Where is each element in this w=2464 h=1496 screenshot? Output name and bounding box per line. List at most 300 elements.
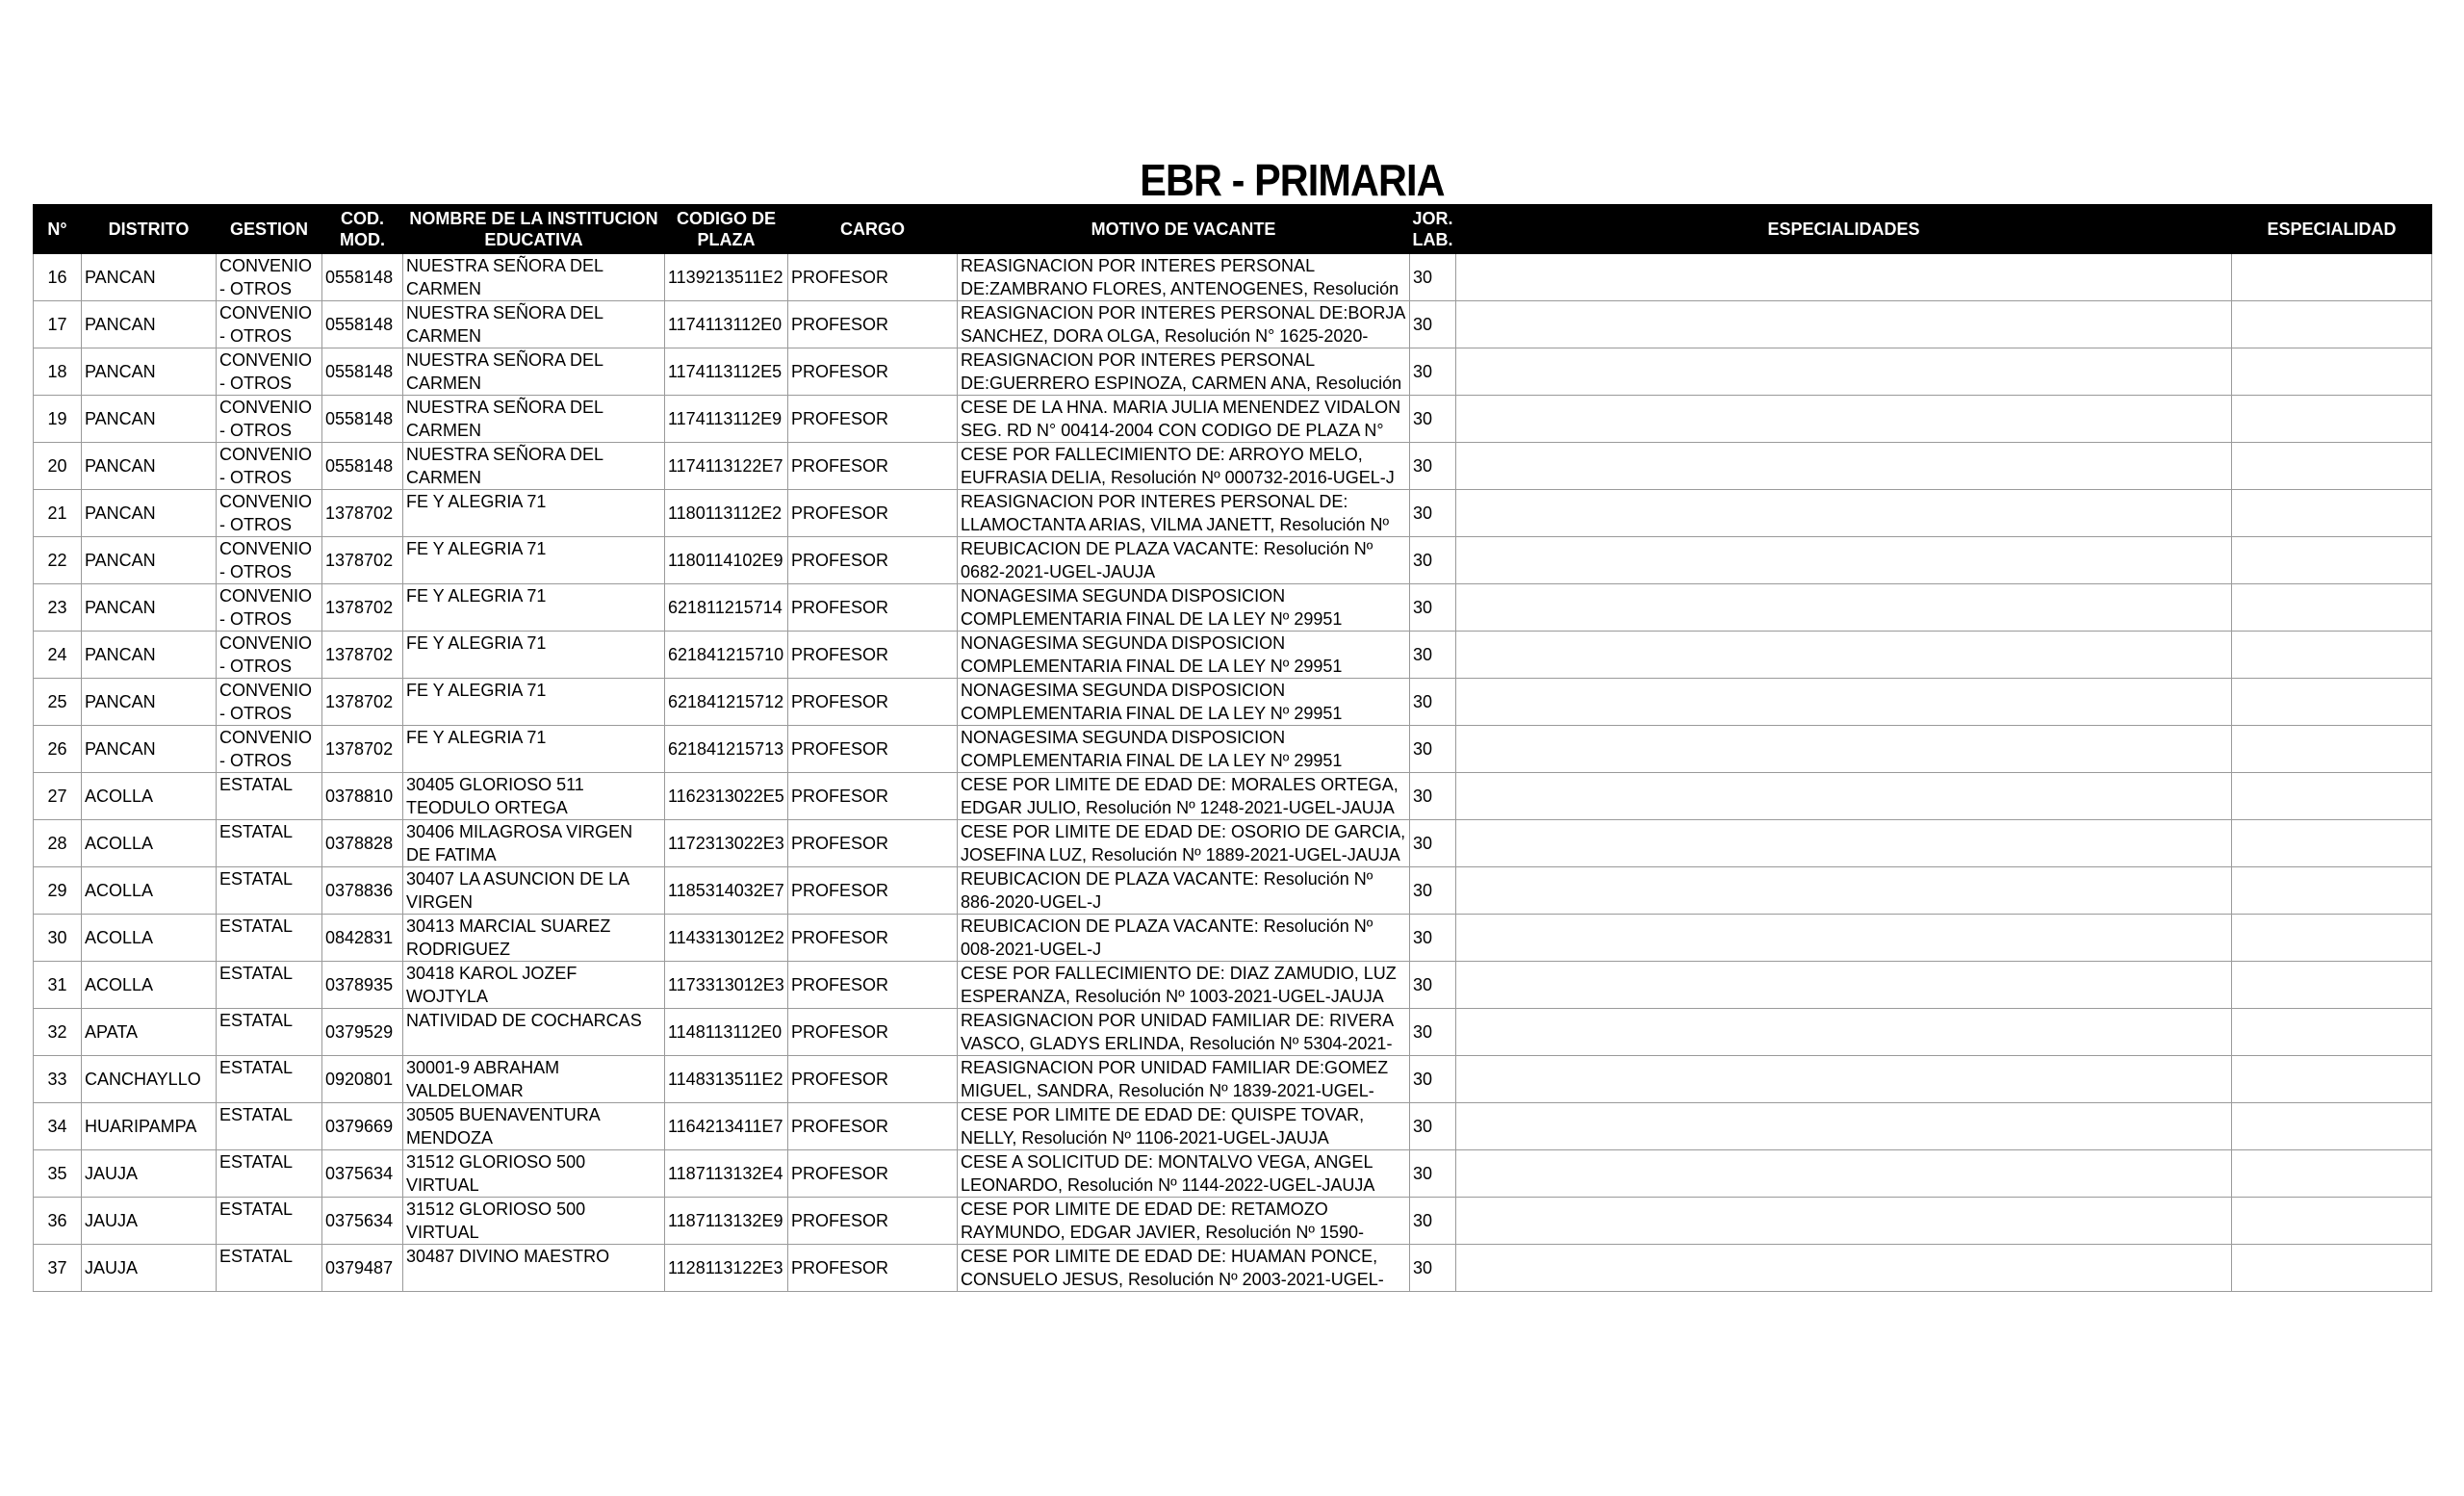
row-number: 36	[34, 1198, 82, 1245]
especialidades-cell	[1456, 773, 2232, 820]
distrito-cell: ACOLLA	[82, 820, 217, 867]
table-row	[34, 396, 2432, 443]
especialidad-cell	[2232, 1150, 2432, 1198]
motivo-cell-text: REASIGNACION POR INTERES PERSONAL DE:BORJA SANCHEZ, DORA OLGA, Resolución N° 1625-2020-	[961, 303, 1405, 346]
cod-mod-cell: 0558148	[322, 443, 403, 490]
codigo-plaza-cell: 1148313511E2	[665, 1056, 788, 1103]
especialidades-cell	[1456, 584, 2232, 632]
row-number: 18	[34, 348, 82, 396]
gestion-cell-text: CONVENIO - OTROS	[219, 350, 313, 393]
motivo-cell-text: REUBICACION DE PLAZA VACANTE: Resolución Nº 0682-2021-UGEL-JAUJA	[961, 539, 1373, 581]
distrito-cell: PANCAN	[82, 443, 217, 490]
motivo-cell-text: NONAGESIMA SEGUNDA DISPOSICION COMPLEMENTARIA FINAL DE LA LEY Nº 29951	[961, 681, 1343, 723]
motivo-cell	[958, 726, 1410, 773]
jornada-cell: 30	[1410, 679, 1456, 726]
especialidad-cell	[2232, 1245, 2432, 1292]
institucion-cell-text: FE Y ALEGRIA 71	[406, 728, 547, 747]
motivo-cell	[958, 1056, 1410, 1103]
codigo-plaza-cell: 1174113112E0	[665, 301, 788, 348]
gestion-cell	[217, 962, 322, 1009]
cargo-cell: PROFESOR	[788, 915, 958, 962]
gestion-cell	[217, 915, 322, 962]
especialidad-cell	[2232, 537, 2432, 584]
motivo-cell-text: CESE A SOLICITUD DE: MONTALVO VEGA, ANGEL LEONARDO, Resolución Nº 1144-2022-UGEL-JAUJA	[961, 1152, 1375, 1195]
distrito-cell: JAUJA	[82, 1245, 217, 1292]
motivo-cell	[958, 773, 1410, 820]
motivo-cell	[958, 679, 1410, 726]
especialidades-cell	[1456, 396, 2232, 443]
gestion-cell	[217, 726, 322, 773]
header-especialidades: ESPECIALIDADES	[1456, 205, 2232, 254]
table-header-row	[34, 205, 2432, 254]
codigo-plaza-cell: 1174113112E5	[665, 348, 788, 396]
especialidad-cell	[2232, 1103, 2432, 1150]
codigo-plaza-cell: 1148113112E0	[665, 1009, 788, 1056]
cod-mod-cell: 1378702	[322, 726, 403, 773]
institucion-cell-text: FE Y ALEGRIA 71	[406, 539, 547, 558]
especialidades-cell	[1456, 1009, 2232, 1056]
institucion-cell-text: 30487 DIVINO MAESTRO	[406, 1247, 610, 1266]
jornada-cell: 30	[1410, 1198, 1456, 1245]
especialidades-cell	[1456, 1150, 2232, 1198]
header-distrito: DISTRITO	[82, 205, 217, 254]
gestion-cell	[217, 1009, 322, 1056]
cod-mod-cell: 1378702	[322, 490, 403, 537]
motivo-cell	[958, 915, 1410, 962]
row-number: 35	[34, 1150, 82, 1198]
jornada-cell: 30	[1410, 1056, 1456, 1103]
motivo-cell-text: NONAGESIMA SEGUNDA DISPOSICION COMPLEMENTARIA FINAL DE LA LEY Nº 29951	[961, 586, 1343, 629]
jornada-cell: 30	[1410, 632, 1456, 679]
especialidad-cell	[2232, 348, 2432, 396]
motivo-cell-text: CESE POR LIMITE DE EDAD DE: HUAMAN PONCE, CONSUELO JESUS, Resolución Nº 2003-2021-UGEL-	[961, 1247, 1384, 1289]
codigo-plaza-cell: 1128113122E3	[665, 1245, 788, 1292]
cargo-cell: PROFESOR	[788, 962, 958, 1009]
especialidades-cell	[1456, 679, 2232, 726]
especialidades-cell	[1456, 915, 2232, 962]
institucion-cell-text: NUESTRA SEÑORA DEL CARMEN	[406, 445, 603, 487]
gestion-cell-text: CONVENIO - OTROS	[219, 539, 313, 581]
motivo-cell-text: CESE POR FALLECIMIENTO DE: DIAZ ZAMUDIO, LUZ ESPERANZA, Resolución Nº 1003-2021-UGEL-JAUJA	[961, 964, 1397, 1006]
jornada-cell: 30	[1410, 443, 1456, 490]
gestion-cell-text: ESTATAL	[219, 869, 294, 889]
gestion-cell	[217, 537, 322, 584]
jornada-cell: 30	[1410, 348, 1456, 396]
cod-mod-cell: 0378810	[322, 773, 403, 820]
gestion-cell	[217, 396, 322, 443]
gestion-cell	[217, 584, 322, 632]
gestion-cell	[217, 490, 322, 537]
codigo-plaza-cell: 621841215710	[665, 632, 788, 679]
jornada-cell: 30	[1410, 962, 1456, 1009]
codigo-plaza-cell: 1187113132E4	[665, 1150, 788, 1198]
institucion-cell-text: 30418 KAROL JOZEF WOJTYLA	[406, 964, 578, 1006]
distrito-cell: PANCAN	[82, 396, 217, 443]
table-row	[34, 490, 2432, 537]
cod-mod-cell: 0379487	[322, 1245, 403, 1292]
distrito-cell: PANCAN	[82, 584, 217, 632]
especialidad-cell	[2232, 1009, 2432, 1056]
jornada-cell: 30	[1410, 867, 1456, 915]
cod-mod-cell: 1378702	[322, 679, 403, 726]
codigo-plaza-cell: 1143313012E2	[665, 915, 788, 962]
institucion-cell-text: FE Y ALEGRIA 71	[406, 681, 547, 700]
codigo-plaza-cell: 1180113112E2	[665, 490, 788, 537]
motivo-cell	[958, 443, 1410, 490]
especialidades-cell	[1456, 867, 2232, 915]
table-row	[34, 1198, 2432, 1245]
codigo-plaza-cell: 621811215714	[665, 584, 788, 632]
table-row	[34, 254, 2432, 301]
gestion-cell-text: CONVENIO - OTROS	[219, 398, 313, 440]
row-number: 37	[34, 1245, 82, 1292]
codigo-plaza-cell: 1187113132E9	[665, 1198, 788, 1245]
row-number: 17	[34, 301, 82, 348]
gestion-cell-text: CONVENIO - OTROS	[219, 633, 313, 676]
motivo-cell	[958, 537, 1410, 584]
table-row	[34, 1150, 2432, 1198]
motivo-cell-text: CESE POR LIMITE DE EDAD DE: OSORIO DE GARCIA, JOSEFINA LUZ, Resolución Nº 1889-2021-UGEL-JAUJA	[961, 822, 1406, 864]
table-row	[34, 820, 2432, 867]
institucion-cell	[403, 301, 665, 348]
institucion-cell-text: FE Y ALEGRIA 71	[406, 586, 547, 606]
institucion-cell	[403, 726, 665, 773]
institucion-cell-text: NUESTRA SEÑORA DEL CARMEN	[406, 350, 603, 393]
header-cod-mod: COD. MOD.	[322, 205, 403, 254]
row-number: 23	[34, 584, 82, 632]
row-number: 25	[34, 679, 82, 726]
gestion-cell-text: CONVENIO - OTROS	[219, 681, 313, 723]
distrito-cell: APATA	[82, 1009, 217, 1056]
especialidades-cell	[1456, 490, 2232, 537]
header-gestion: GESTION	[217, 205, 322, 254]
gestion-cell-text: ESTATAL	[219, 775, 294, 794]
gestion-cell	[217, 1245, 322, 1292]
institucion-cell	[403, 867, 665, 915]
gestion-cell	[217, 867, 322, 915]
especialidades-cell	[1456, 726, 2232, 773]
institucion-cell	[403, 773, 665, 820]
gestion-cell-text: ESTATAL	[219, 1011, 294, 1030]
institucion-cell-text: 30413 MARCIAL SUAREZ RODRIGUEZ	[406, 916, 611, 959]
distrito-cell: JAUJA	[82, 1198, 217, 1245]
institucion-cell-text: 30407 LA ASUNCION DE LA VIRGEN	[406, 869, 629, 912]
cargo-cell: PROFESOR	[788, 820, 958, 867]
codigo-plaza-cell: 1180114102E9	[665, 537, 788, 584]
motivo-cell	[958, 632, 1410, 679]
row-number: 16	[34, 254, 82, 301]
especialidad-cell	[2232, 962, 2432, 1009]
gestion-cell-text: ESTATAL	[219, 1105, 294, 1124]
gestion-cell	[217, 773, 322, 820]
distrito-cell: PANCAN	[82, 679, 217, 726]
distrito-cell: HUARIPAMPA	[82, 1103, 217, 1150]
codigo-plaza-cell: 621841215713	[665, 726, 788, 773]
gestion-cell-text: ESTATAL	[219, 822, 294, 841]
table-row	[34, 1245, 2432, 1292]
cargo-cell: PROFESOR	[788, 679, 958, 726]
especialidad-cell	[2232, 632, 2432, 679]
gestion-cell-text: CONVENIO - OTROS	[219, 492, 313, 534]
institucion-cell	[403, 1103, 665, 1150]
motivo-cell	[958, 584, 1410, 632]
gestion-cell-text: ESTATAL	[219, 916, 294, 936]
row-number: 20	[34, 443, 82, 490]
institucion-cell-text: FE Y ALEGRIA 71	[406, 633, 547, 653]
especialidad-cell	[2232, 1056, 2432, 1103]
cargo-cell: PROFESOR	[788, 443, 958, 490]
gestion-cell	[217, 632, 322, 679]
row-number: 31	[34, 962, 82, 1009]
document-title: EBR - PRIMARIA	[1140, 155, 1445, 205]
motivo-cell	[958, 1245, 1410, 1292]
especialidad-cell	[2232, 820, 2432, 867]
institucion-cell	[403, 915, 665, 962]
cod-mod-cell: 0379669	[322, 1103, 403, 1150]
distrito-cell: ACOLLA	[82, 962, 217, 1009]
cod-mod-cell: 0375634	[322, 1150, 403, 1198]
table-row	[34, 1056, 2432, 1103]
motivo-cell	[958, 867, 1410, 915]
distrito-cell: PANCAN	[82, 632, 217, 679]
motivo-cell	[958, 490, 1410, 537]
motivo-cell	[958, 962, 1410, 1009]
gestion-cell	[217, 820, 322, 867]
codigo-plaza-cell: 1174113122E7	[665, 443, 788, 490]
gestion-cell	[217, 679, 322, 726]
especialidad-cell	[2232, 679, 2432, 726]
header-motivo: MOTIVO DE VACANTE	[958, 205, 1410, 254]
especialidad-cell	[2232, 726, 2432, 773]
table-row	[34, 301, 2432, 348]
especialidades-cell	[1456, 1103, 2232, 1150]
institucion-cell	[403, 396, 665, 443]
row-number: 30	[34, 915, 82, 962]
cargo-cell: PROFESOR	[788, 254, 958, 301]
institucion-cell-text: 30405 GLORIOSO 511 TEODULO ORTEGA	[406, 775, 584, 817]
institucion-cell	[403, 962, 665, 1009]
institucion-cell-text: 31512 GLORIOSO 500 VIRTUAL	[406, 1152, 586, 1195]
motivo-cell-text: CESE POR LIMITE DE EDAD DE: MORALES ORTEGA, EDGAR JULIO, Resolución Nº 1248-2021-UGEL-JAUJA	[961, 775, 1399, 817]
motivo-cell	[958, 254, 1410, 301]
cargo-cell: PROFESOR	[788, 1245, 958, 1292]
cod-mod-cell: 0558148	[322, 348, 403, 396]
gestion-cell	[217, 254, 322, 301]
institucion-cell	[403, 1150, 665, 1198]
especialidades-cell	[1456, 443, 2232, 490]
institucion-cell	[403, 1198, 665, 1245]
distrito-cell: PANCAN	[82, 537, 217, 584]
table-row	[34, 443, 2432, 490]
codigo-plaza-cell: 1172313022E3	[665, 820, 788, 867]
especialidades-cell	[1456, 1198, 2232, 1245]
cod-mod-cell: 0558148	[322, 396, 403, 443]
gestion-cell	[217, 1056, 322, 1103]
institucion-cell-text: NUESTRA SEÑORA DEL CARMEN	[406, 303, 603, 346]
cargo-cell: PROFESOR	[788, 632, 958, 679]
institucion-cell-text: NATIVIDAD DE COCHARCAS	[406, 1011, 642, 1030]
table-row	[34, 1103, 2432, 1150]
cargo-cell: PROFESOR	[788, 396, 958, 443]
distrito-cell: PANCAN	[82, 301, 217, 348]
especialidades-cell	[1456, 254, 2232, 301]
cargo-cell: PROFESOR	[788, 537, 958, 584]
cod-mod-cell: 0920801	[322, 1056, 403, 1103]
gestion-cell-text: CONVENIO - OTROS	[219, 303, 313, 346]
distrito-cell: PANCAN	[82, 726, 217, 773]
table-row	[34, 584, 2432, 632]
motivo-cell	[958, 1198, 1410, 1245]
institucion-cell	[403, 443, 665, 490]
codigo-plaza-cell: 1162313022E5	[665, 773, 788, 820]
motivo-cell-text: NONAGESIMA SEGUNDA DISPOSICION COMPLEMENTARIA FINAL DE LA LEY Nº 29951	[961, 633, 1343, 676]
motivo-cell	[958, 301, 1410, 348]
jornada-cell: 30	[1410, 1150, 1456, 1198]
gestion-cell-text: ESTATAL	[219, 1247, 294, 1266]
jornada-cell: 30	[1410, 490, 1456, 537]
gestion-cell	[217, 1150, 322, 1198]
especialidades-cell	[1456, 537, 2232, 584]
especialidades-cell	[1456, 632, 2232, 679]
cargo-cell: PROFESOR	[788, 584, 958, 632]
distrito-cell: PANCAN	[82, 254, 217, 301]
jornada-cell: 30	[1410, 1103, 1456, 1150]
row-number: 29	[34, 867, 82, 915]
institucion-cell	[403, 632, 665, 679]
cargo-cell: PROFESOR	[788, 1056, 958, 1103]
row-number: 28	[34, 820, 82, 867]
institucion-cell-text: NUESTRA SEÑORA DEL CARMEN	[406, 398, 603, 440]
header-cargo: CARGO	[788, 205, 958, 254]
motivo-cell-text: CESE POR LIMITE DE EDAD DE: RETAMOZO RAYMUNDO, EDGAR JAVIER, Resolución Nº 1590-	[961, 1199, 1365, 1242]
cod-mod-cell: 0378836	[322, 867, 403, 915]
jornada-cell: 30	[1410, 537, 1456, 584]
gestion-cell-text: ESTATAL	[219, 1058, 294, 1077]
especialidades-cell	[1456, 1056, 2232, 1103]
motivo-cell	[958, 348, 1410, 396]
row-number: 27	[34, 773, 82, 820]
gestion-cell	[217, 1103, 322, 1150]
cargo-cell: PROFESOR	[788, 1198, 958, 1245]
distrito-cell: JAUJA	[82, 1150, 217, 1198]
especialidades-cell	[1456, 820, 2232, 867]
cod-mod-cell: 1378702	[322, 537, 403, 584]
row-number: 19	[34, 396, 82, 443]
motivo-cell-text: REUBICACION DE PLAZA VACANTE: Resolución Nº 008-2021-UGEL-J	[961, 916, 1373, 959]
header-jornada: JOR. LAB.	[1410, 205, 1456, 254]
cargo-cell: PROFESOR	[788, 490, 958, 537]
institucion-cell-text: 31512 GLORIOSO 500 VIRTUAL	[406, 1199, 586, 1242]
institucion-cell	[403, 1245, 665, 1292]
row-number: 21	[34, 490, 82, 537]
jornada-cell: 30	[1410, 1245, 1456, 1292]
table-row	[34, 348, 2432, 396]
cargo-cell: PROFESOR	[788, 773, 958, 820]
motivo-cell-text: REASIGNACION POR INTERES PERSONAL DE: LLAMOCTANTA ARIAS, VILMA JANETT, Resolución Nº	[961, 492, 1390, 534]
especialidad-cell	[2232, 915, 2432, 962]
jornada-cell: 30	[1410, 254, 1456, 301]
codigo-plaza-cell: 1139213511E2	[665, 254, 788, 301]
cod-mod-cell: 0379529	[322, 1009, 403, 1056]
institucion-cell-text: 30001-9 ABRAHAM VALDELOMAR	[406, 1058, 560, 1100]
row-number: 32	[34, 1009, 82, 1056]
institucion-cell	[403, 1009, 665, 1056]
jornada-cell: 30	[1410, 915, 1456, 962]
cargo-cell: PROFESOR	[788, 867, 958, 915]
especialidad-cell	[2232, 867, 2432, 915]
cargo-cell: PROFESOR	[788, 1009, 958, 1056]
distrito-cell: CANCHAYLLO	[82, 1056, 217, 1103]
distrito-cell: ACOLLA	[82, 773, 217, 820]
cod-mod-cell: 0378828	[322, 820, 403, 867]
row-number: 24	[34, 632, 82, 679]
especialidad-cell	[2232, 773, 2432, 820]
gestion-cell	[217, 301, 322, 348]
motivo-cell-text: CESE DE LA HNA. MARIA JULIA MENENDEZ VIDALON SEG. RD N° 00414-2004 CON CODIGO DE PLAZA N°	[961, 398, 1401, 440]
motivo-cell-text: REASIGNACION POR UNIDAD FAMILIAR DE:GOMEZ MIGUEL, SANDRA, Resolución Nº 1839-2021-UGEL-	[961, 1058, 1389, 1100]
table-row	[34, 915, 2432, 962]
table-row	[34, 679, 2432, 726]
motivo-cell-text: CESE POR LIMITE DE EDAD DE: QUISPE TOVAR, NELLY, Resolución Nº 1106-2021-UGEL-JAUJA	[961, 1105, 1365, 1148]
row-number: 33	[34, 1056, 82, 1103]
distrito-cell: ACOLLA	[82, 915, 217, 962]
cod-mod-cell: 1378702	[322, 632, 403, 679]
gestion-cell	[217, 443, 322, 490]
cod-mod-cell: 0378935	[322, 962, 403, 1009]
cargo-cell: PROFESOR	[788, 348, 958, 396]
jornada-cell: 30	[1410, 726, 1456, 773]
cargo-cell: PROFESOR	[788, 1150, 958, 1198]
codigo-plaza-cell: 1174113112E9	[665, 396, 788, 443]
codigo-plaza-cell: 621841215712	[665, 679, 788, 726]
jornada-cell: 30	[1410, 301, 1456, 348]
especialidad-cell	[2232, 396, 2432, 443]
especialidades-cell	[1456, 962, 2232, 1009]
jornada-cell: 30	[1410, 820, 1456, 867]
header-especialidad: ESPECIALIDAD	[2232, 205, 2432, 254]
jornada-cell: 30	[1410, 773, 1456, 820]
cod-mod-cell: 0558148	[322, 301, 403, 348]
cod-mod-cell: 0842831	[322, 915, 403, 962]
distrito-cell: PANCAN	[82, 348, 217, 396]
motivo-cell-text: NONAGESIMA SEGUNDA DISPOSICION COMPLEMENTARIA FINAL DE LA LEY Nº 29951	[961, 728, 1343, 770]
gestion-cell-text: CONVENIO - OTROS	[219, 586, 313, 629]
header-n: N°	[34, 205, 82, 254]
codigo-plaza-cell: 1173313012E3	[665, 962, 788, 1009]
jornada-cell: 30	[1410, 396, 1456, 443]
table-row	[34, 726, 2432, 773]
institucion-cell	[403, 348, 665, 396]
gestion-cell	[217, 348, 322, 396]
table-row	[34, 537, 2432, 584]
cod-mod-cell: 0558148	[322, 254, 403, 301]
motivo-cell-text: REASIGNACION POR INTERES PERSONAL DE:ZAMBRANO FLORES, ANTENOGENES, Resolución	[961, 256, 1399, 298]
institucion-cell	[403, 584, 665, 632]
institucion-cell	[403, 1056, 665, 1103]
institucion-cell-text: FE Y ALEGRIA 71	[406, 492, 547, 511]
institucion-cell-text: 30406 MILAGROSA VIRGEN DE FATIMA	[406, 822, 633, 864]
row-number: 22	[34, 537, 82, 584]
motivo-cell-text: REASIGNACION POR INTERES PERSONAL DE:GUERRERO ESPINOZA, CARMEN ANA, Resolución	[961, 350, 1402, 393]
table-row	[34, 632, 2432, 679]
motivo-cell-text: CESE POR FALLECIMIENTO DE: ARROYO MELO, EUFRASIA DELIA, Resolución Nº 000732-2016-UGEL-J	[961, 445, 1395, 487]
row-number: 34	[34, 1103, 82, 1150]
motivo-cell	[958, 1150, 1410, 1198]
table-row	[34, 773, 2432, 820]
cargo-cell: PROFESOR	[788, 726, 958, 773]
motivo-cell	[958, 1009, 1410, 1056]
especialidades-cell	[1456, 1245, 2232, 1292]
